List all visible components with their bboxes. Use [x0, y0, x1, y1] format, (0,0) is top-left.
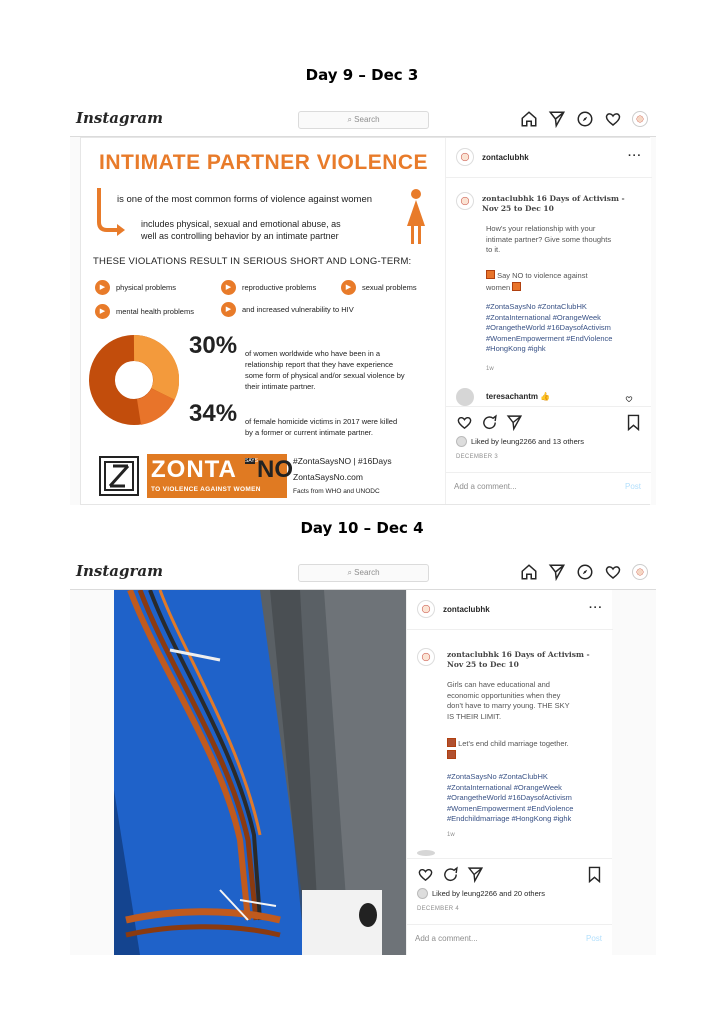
liker-avatar — [417, 888, 428, 899]
caption-time: 1w — [486, 366, 494, 372]
comment-icon[interactable] — [442, 866, 459, 883]
says-word: SAYS — [245, 458, 258, 464]
stat-30-percent: 30% — [189, 332, 238, 359]
caption-title-line: Nov 25 to Dec 10 — [447, 660, 519, 669]
emoji-icon — [447, 738, 456, 747]
hashtag-line[interactable]: #WomenEmpowerment #EndViolence — [486, 333, 613, 343]
caption-title-line: zontaclubhk 16 Days of Activism - — [482, 194, 625, 203]
orange-square-icon — [486, 270, 495, 279]
comment-bar — [407, 924, 612, 952]
website-line: ZontaSaysNo.com — [293, 472, 363, 482]
post-comment-button[interactable]: Post — [624, 482, 641, 491]
profile-avatar[interactable] — [632, 111, 648, 127]
day9-title: Day 9 – Dec 3 — [305, 66, 419, 84]
bookmark-icon[interactable] — [587, 866, 602, 883]
hashtag-line[interactable]: #OrangetheWorld #16DaysofActivism — [486, 323, 611, 332]
infographic-subhead: THESE VIOLATIONS RESULT IN SERIOUS SHORT AND LONG-TERM: — [93, 256, 412, 267]
caption-line: How's your relationship with your — [486, 224, 596, 233]
share-icon[interactable] — [467, 866, 484, 883]
play-icon: ▶ — [221, 280, 236, 295]
divider — [407, 858, 612, 859]
bullet-text: and increased vulnerability to HIV — [242, 305, 354, 314]
caption-line: intimate partner? Give some thoughts — [486, 234, 612, 244]
end-child-marriage-line — [447, 738, 569, 761]
more-options-icon[interactable]: ··· — [628, 150, 642, 162]
likes-text: Liked by leung2266 and 20 others — [432, 889, 546, 898]
hashtag-line[interactable]: #HongKong #ighk — [486, 344, 546, 353]
instagram-logo[interactable]: Instagram — [76, 109, 163, 127]
hashtag-line[interactable]: #ZontaSaysNo #ZontaClubHK — [447, 772, 548, 781]
hashtag-line: #ZontaSaysNO | #16Days — [293, 456, 392, 466]
like-icon[interactable] — [417, 866, 434, 883]
caption-avatar[interactable] — [456, 192, 474, 210]
search-input[interactable] — [298, 564, 429, 582]
zonta-says-no-banner — [147, 454, 293, 498]
post-sidebar — [445, 138, 651, 504]
zonta-word: ZONTA — [151, 456, 237, 483]
stat-line: of female homicide victims in 2017 were killed — [245, 417, 398, 426]
direct-message-icon[interactable] — [548, 110, 566, 128]
likes-summary[interactable] — [456, 436, 584, 447]
end-child-text: Let's end child marriage together. — [458, 739, 569, 748]
top-nav — [520, 110, 648, 128]
say-no-text: women — [486, 282, 511, 292]
commenter-avatar[interactable] — [417, 850, 435, 856]
donut-light-segment — [134, 348, 166, 394]
caption-line: Girls can have educational and — [447, 680, 550, 689]
home-icon[interactable] — [520, 563, 538, 581]
caption-avatar[interactable] — [417, 648, 435, 666]
bullet-reproductive — [221, 280, 316, 295]
zonta-avatar[interactable] — [456, 148, 474, 166]
commenter-avatar[interactable] — [456, 388, 474, 406]
instagram-window-day10 — [70, 556, 656, 955]
likes-summary[interactable] — [417, 888, 545, 899]
play-icon: ▶ — [95, 280, 110, 295]
hashtag-line[interactable]: #WomenEmpowerment #EndViolence — [447, 803, 574, 813]
instagram-window-day9 — [70, 103, 656, 505]
post-username[interactable]: zontaclubhk — [443, 605, 490, 614]
caption-title — [482, 194, 625, 214]
comment-icon[interactable] — [481, 414, 498, 431]
add-comment-input[interactable]: Add a comment... — [415, 934, 478, 943]
post-date: DECEMBER 4 — [417, 906, 460, 912]
caption-line: IS THEIR LIMIT. — [447, 711, 502, 721]
bullet-mental — [95, 304, 194, 319]
home-icon[interactable] — [520, 110, 538, 128]
search-icon: ⌕ — [347, 115, 355, 124]
add-comment-input[interactable]: Add a comment... — [454, 482, 517, 491]
hashtag-line[interactable]: #ZontaInternational #OrangeWeek — [486, 312, 601, 322]
orange-square-icon — [512, 282, 521, 291]
bullet-sexual — [341, 280, 417, 295]
bullet-text: reproductive problems — [242, 283, 317, 292]
comment-bar — [446, 472, 651, 500]
donut-chart — [89, 332, 179, 428]
share-icon[interactable] — [506, 414, 523, 431]
post-actions — [456, 414, 523, 431]
infographic-title: INTIMATE PARTNER VIOLENCE — [99, 151, 429, 174]
woman-figure-icon — [403, 188, 429, 246]
post-comment-button[interactable]: Post — [585, 934, 602, 943]
bullet-text: sexual problems — [362, 283, 417, 292]
caption-hashtags[interactable] — [486, 302, 612, 355]
post-day10 — [70, 590, 656, 955]
post-header — [407, 590, 613, 630]
caption-body — [486, 224, 611, 256]
post-sidebar — [406, 590, 612, 955]
heart-icon[interactable] — [604, 110, 622, 128]
post-header — [446, 138, 652, 178]
caption-time: 1w — [447, 832, 455, 838]
search-placeholder: Search — [354, 568, 380, 577]
stat-30-text — [245, 348, 405, 392]
bullet-physical — [95, 280, 176, 295]
zonta-emblem-icon — [99, 456, 139, 496]
bullet-hiv — [221, 302, 354, 317]
zonta-tagline: TO VIOLENCE AGAINST WOMEN — [151, 486, 261, 493]
facts-source: Facts from WHO and UNODC — [293, 488, 380, 495]
caption-hashtags[interactable] — [447, 772, 573, 825]
explore-icon[interactable] — [576, 563, 594, 581]
search-icon: ⌕ — [347, 568, 355, 577]
caption-title-line: zontaclubhk 16 Days of Activism - — [447, 650, 590, 659]
zonta-avatar[interactable] — [417, 600, 435, 618]
more-options-icon[interactable]: ··· — [589, 602, 603, 614]
stat-line: their intimate partner. — [245, 382, 316, 391]
commenter-name[interactable]: teresachantm 👍 — [486, 392, 551, 401]
stat-line: some form of physical and/or sexual violence by — [245, 371, 405, 380]
hashtag-line[interactable]: #OrangetheWorld #16DaysofActivism — [447, 793, 572, 802]
liker-avatar — [456, 436, 467, 447]
play-icon: ▶ — [95, 304, 110, 319]
likes-text: Liked by leung2266 and 13 others — [471, 437, 585, 446]
stat-line: of women worldwide who have been in a — [245, 349, 381, 358]
explore-icon[interactable] — [576, 110, 594, 128]
no-word: NO — [257, 456, 293, 483]
caption-line: economic opportunities when they — [447, 690, 561, 700]
heart-icon[interactable] — [604, 563, 622, 581]
post-day9 — [80, 137, 650, 505]
emoji-icon — [447, 750, 456, 759]
divider — [446, 406, 651, 407]
caption-body — [447, 680, 570, 722]
infographic-line1: is one of the most common forms of violence against women — [117, 194, 373, 205]
day10-title: Day 10 – Dec 4 — [300, 519, 424, 537]
photo-illustration — [70, 590, 408, 955]
infographic-line2b: well as controlling behavior by an intimate partner — [141, 231, 339, 241]
ig-header — [70, 103, 656, 137]
comment-like-icon[interactable] — [625, 395, 633, 403]
profile-avatar[interactable] — [632, 564, 648, 580]
donut-mid-segment — [139, 394, 163, 412]
caption-title — [447, 650, 590, 670]
caption-line: to it. — [486, 245, 501, 254]
instagram-logo[interactable]: Instagram — [76, 562, 163, 580]
caption-line: don't have to marry young. THE SKY — [447, 701, 570, 710]
stat-line: by a former or current intimate partner. — [245, 428, 373, 437]
play-icon: ▶ — [221, 302, 236, 317]
infographic-line2a: includes physical, sexual and emotional abuse, as — [141, 219, 341, 229]
bookmark-icon[interactable] — [626, 414, 641, 431]
post-actions — [417, 866, 484, 883]
hashtag-line[interactable]: #Endchildmarriage #HongKong #ighk — [447, 814, 572, 823]
say-no-text: Say NO to violence against — [497, 271, 588, 280]
search-placeholder: Search — [354, 115, 380, 124]
like-icon[interactable] — [456, 414, 473, 431]
search-input[interactable] — [298, 111, 429, 129]
hashtag-line[interactable]: #ZontaSaysNo #ZontaClubHK — [486, 302, 587, 311]
direct-message-icon[interactable] — [548, 563, 566, 581]
sky-cables-photo — [70, 590, 408, 955]
say-no-line — [486, 270, 588, 293]
bullet-text: mental health problems — [116, 307, 194, 316]
play-icon: ▶ — [341, 280, 356, 295]
bullet-text: physical problems — [116, 283, 177, 292]
caption-title-line: Nov 25 to Dec 10 — [482, 204, 554, 213]
ig-header — [70, 556, 656, 590]
stat-line: relationship report that they have experience — [245, 360, 394, 369]
top-nav — [520, 563, 648, 581]
infographic-image — [81, 138, 445, 504]
hashtag-line[interactable]: #ZontaInternational #OrangeWeek — [447, 782, 562, 792]
post-date: DECEMBER 3 — [456, 454, 499, 460]
stat-34-percent: 34% — [189, 400, 238, 427]
post-username[interactable]: zontaclubhk — [482, 153, 529, 162]
stat-34-text — [245, 416, 397, 438]
